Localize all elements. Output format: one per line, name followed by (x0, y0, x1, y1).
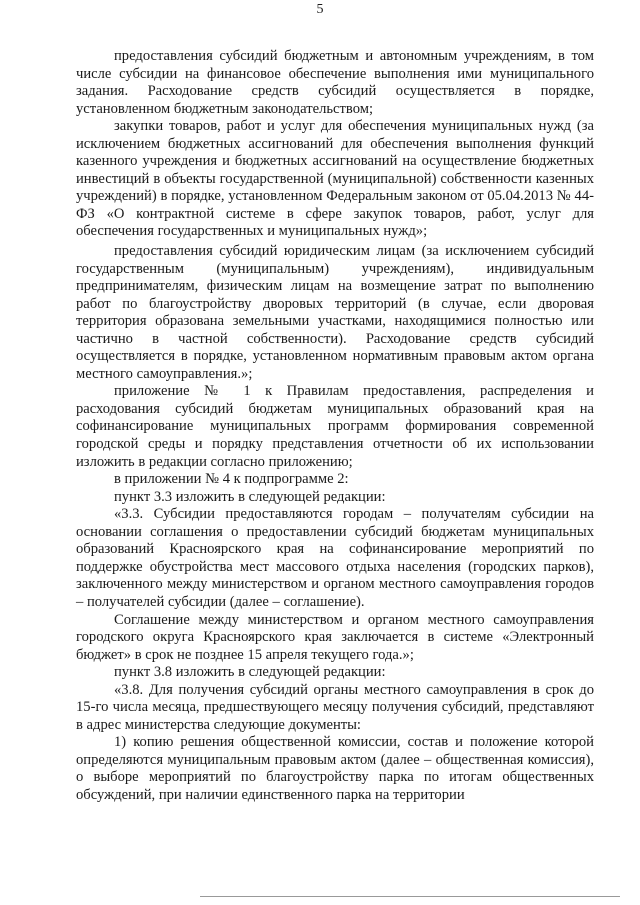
paragraph-subsidies-budget-institutions: предоставления субсидий бюджетным и автономным учреждениям, в том числе субсидии на финансовое обеспечение выполнения ими муниципального задания. Расходование средств субсидий осуществляется в порядке, установленном бюджетным законодательством; (76, 48, 594, 117)
paragraph-procurement: закупки товаров, работ и услуг для обеспечения муниципальных нужд (за исключением бюджетных ассигнований для обеспечения выполнения функций казенного учреждения и бюджетных ассигнований на осуществление бюджетных инвестиций в объекты государственной (муниципальной) собственности казенных учреждений) в порядке, установленном Федеральным законом от 05.04.2013 № 44-ФЗ «О контрактной системе в сфере закупок товаров, работ, услуг для обеспечения государственных и муниципальных нужд»; (76, 118, 594, 240)
paragraph-agreement: Соглашение между министерством и органом местного самоуправления городского округа Красноярского края заключается в системе «Электронный бюджет» в срок не позднее 15 апреля текущего года.»; (76, 611, 594, 663)
paragraph-appendix-4: в приложении № 4 к подпрограмме 2: (114, 471, 349, 488)
paragraph-subsidies-legal-entities: предоставления субсидий юридическим лицам (за исключением субсидий государственным (муниципальным) учреждениям), индивидуальным предпринимателям, физическим лицам на возмещение затрат по выполнению работ по благоустройству дворовых территорий (в случае, если дворовая территория образована земельными участками, находящимися полностью или частично в частной собственности). Расходование средств субсидий осуществляется в порядке, установленном нормативным правовым актом органа местного самоуправления.»; (76, 243, 594, 382)
document-body (76, 48, 594, 805)
page-number: 5 (316, 2, 324, 17)
paragraph-clause-3-3-intro: пункт 3.3 изложить в следующей редакции: (114, 488, 386, 505)
paragraph-item-1: 1) копию решения общественной комиссии, состав и положение которой определяются муниципальным правовым актом (далее – общественная комиссия), о выборе мероприятий по благоустройству парка по итогам общественных обсуждений, при наличии единственного парка на территории (76, 734, 594, 803)
paragraph-clause-3-8-intro: пункт 3.8 изложить в следующей редакции: (114, 664, 386, 681)
bottom-divider (200, 896, 620, 897)
paragraph-clause-3-3: «3.3. Субсидии предоставляются городам – получателям субсидии на основании соглашения о предоставлении субсидий бюджетам муниципальных образований Красноярского края на софинансирование мероприятий по поддержке обустройства мест массового отдыха населения (городских парков), заключенного между министерством и органом местного самоуправления городов – получателей субсидии (далее – соглашение). (76, 506, 594, 610)
paragraph-appendix-1: приложение № 1 к Правилам предоставления, распределения и расходования субсидий бюджетам муниципальных образований края на софинансирование муниципальных программ формирования современной городской среды и порядку представления отчетности об их использовании изложить в редакции согласно приложению; (76, 383, 594, 470)
paragraph-clause-3-8: «3.8. Для получения субсидий органы местного самоуправления в срок до 15-го числа месяца, предшествующего месяцу получения субсидий, представляют в адрес министерства следующие документы: (76, 681, 594, 733)
